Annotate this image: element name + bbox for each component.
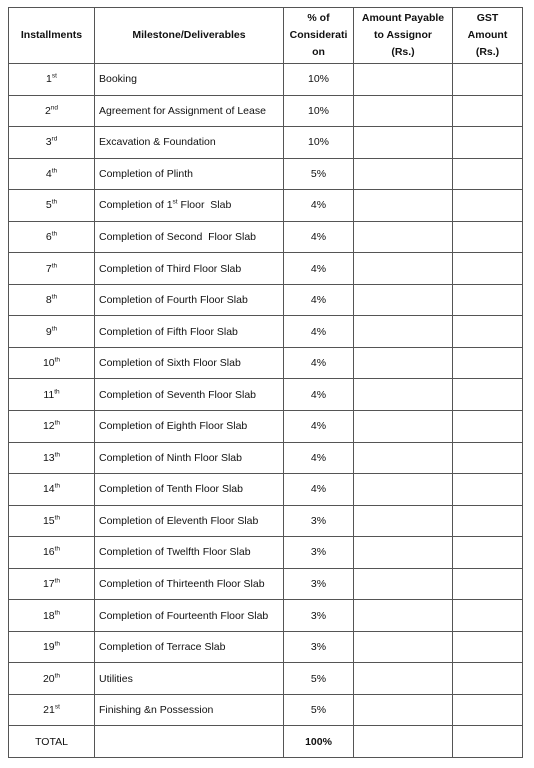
header-row xyxy=(9,8,523,64)
total-gst-cell xyxy=(453,726,523,758)
table-row xyxy=(9,600,523,632)
gst-amount-cell xyxy=(453,95,523,127)
table-row xyxy=(9,568,523,600)
gst-amount-cell xyxy=(453,347,523,379)
amount-payable-cell xyxy=(354,694,453,726)
gst-amount-cell xyxy=(453,474,523,506)
amount-payable-cell xyxy=(354,663,453,695)
milestone-description: Completion of Fourth Floor Slab xyxy=(95,284,284,316)
table-row xyxy=(9,694,523,726)
header-gst: GST Amount (Rs.) xyxy=(453,8,523,64)
gst-amount-cell xyxy=(453,663,523,695)
installment-number: 16th xyxy=(9,537,95,569)
percent-of-consideration: 4% xyxy=(284,316,354,348)
total-amount-cell xyxy=(354,726,453,758)
installment-number: 5th xyxy=(9,190,95,222)
gst-amount-cell xyxy=(453,537,523,569)
installment-number: 19th xyxy=(9,631,95,663)
installment-number: 8th xyxy=(9,284,95,316)
milestone-description: Excavation & Foundation xyxy=(95,127,284,159)
percent-of-consideration: 5% xyxy=(284,663,354,695)
header-percent: % of Considerati on xyxy=(284,8,354,64)
installment-number: 21st xyxy=(9,694,95,726)
percent-of-consideration: 4% xyxy=(284,347,354,379)
table-row xyxy=(9,631,523,663)
percent-of-consideration: 4% xyxy=(284,284,354,316)
milestone-description: Agreement for Assignment of Lease xyxy=(95,95,284,127)
installment-number: 3rd xyxy=(9,127,95,159)
milestone-description: Completion of Twelfth Floor Slab xyxy=(95,537,284,569)
installment-number: 1st xyxy=(9,64,95,96)
installment-number: 18th xyxy=(9,600,95,632)
percent-of-consideration: 4% xyxy=(284,190,354,222)
gst-amount-cell xyxy=(453,694,523,726)
milestone-description: Completion of Ninth Floor Slab xyxy=(95,442,284,474)
milestone-description: Completion of Sixth Floor Slab xyxy=(95,347,284,379)
amount-payable-cell xyxy=(354,158,453,190)
installment-number: 13th xyxy=(9,442,95,474)
percent-of-consideration: 3% xyxy=(284,568,354,600)
percent-of-consideration: 3% xyxy=(284,505,354,537)
installment-number: 20th xyxy=(9,663,95,695)
percent-of-consideration: 4% xyxy=(284,474,354,506)
amount-payable-cell xyxy=(354,253,453,285)
table-row xyxy=(9,221,523,253)
percent-of-consideration: 3% xyxy=(284,631,354,663)
gst-amount-cell xyxy=(453,158,523,190)
table-row xyxy=(9,127,523,159)
gst-amount-cell xyxy=(453,253,523,285)
installment-number: 10th xyxy=(9,347,95,379)
amount-payable-cell xyxy=(354,568,453,600)
gst-amount-cell xyxy=(453,505,523,537)
header-milestone: Milestone/Deliverables xyxy=(95,8,284,64)
table-row xyxy=(9,253,523,285)
amount-payable-cell xyxy=(354,474,453,506)
total-milestone-cell xyxy=(95,726,284,758)
installment-number: 12th xyxy=(9,411,95,443)
table-row xyxy=(9,158,523,190)
milestone-description: Finishing &n Possession xyxy=(95,694,284,726)
percent-of-consideration: 10% xyxy=(284,95,354,127)
percent-of-consideration: 5% xyxy=(284,694,354,726)
table-row xyxy=(9,411,523,443)
amount-payable-cell xyxy=(354,537,453,569)
table-row xyxy=(9,316,523,348)
milestone-description: Completion of Eleventh Floor Slab xyxy=(95,505,284,537)
amount-payable-cell xyxy=(354,347,453,379)
gst-amount-cell xyxy=(453,568,523,600)
installment-number: 6th xyxy=(9,221,95,253)
amount-payable-cell xyxy=(354,316,453,348)
milestone-description: Completion of Second Floor Slab xyxy=(95,221,284,253)
table-row xyxy=(9,442,523,474)
percent-of-consideration: 5% xyxy=(284,158,354,190)
milestone-description: Completion of Fifth Floor Slab xyxy=(95,316,284,348)
percent-of-consideration: 10% xyxy=(284,127,354,159)
amount-payable-cell xyxy=(354,284,453,316)
gst-amount-cell xyxy=(453,411,523,443)
percent-of-consideration: 3% xyxy=(284,600,354,632)
total-percent: 100% xyxy=(284,726,354,758)
gst-amount-cell xyxy=(453,221,523,253)
installment-number: 15th xyxy=(9,505,95,537)
amount-payable-cell xyxy=(354,95,453,127)
amount-payable-cell xyxy=(354,190,453,222)
amount-payable-cell xyxy=(354,505,453,537)
milestone-description: Completion of Tenth Floor Slab xyxy=(95,474,284,506)
installment-number: 7th xyxy=(9,253,95,285)
amount-payable-cell xyxy=(354,379,453,411)
table-row xyxy=(9,379,523,411)
gst-amount-cell xyxy=(453,127,523,159)
milestone-description: Completion of Thirteenth Floor Slab xyxy=(95,568,284,600)
milestone-description: Completion of Terrace Slab xyxy=(95,631,284,663)
table-row xyxy=(9,537,523,569)
milestone-description: Booking xyxy=(95,64,284,96)
milestone-description: Completion of Fourteenth Floor Slab xyxy=(95,600,284,632)
milestone-description: Completion of Third Floor Slab xyxy=(95,253,284,285)
percent-of-consideration: 4% xyxy=(284,253,354,285)
installment-number: 2nd xyxy=(9,95,95,127)
header-amount: Amount Payable to Assignor (Rs.) xyxy=(354,8,453,64)
gst-amount-cell xyxy=(453,600,523,632)
amount-payable-cell xyxy=(354,600,453,632)
gst-amount-cell xyxy=(453,379,523,411)
installment-number: 9th xyxy=(9,316,95,348)
milestone-description: Completion of 1st Floor Slab xyxy=(95,190,284,222)
payment-schedule-table xyxy=(8,7,523,758)
amount-payable-cell xyxy=(354,442,453,474)
milestone-description: Completion of Eighth Floor Slab xyxy=(95,411,284,443)
installment-number: 14th xyxy=(9,474,95,506)
milestone-description: Utilities xyxy=(95,663,284,695)
table-row xyxy=(9,347,523,379)
total-label: TOTAL xyxy=(9,726,95,758)
amount-payable-cell xyxy=(354,127,453,159)
percent-of-consideration: 4% xyxy=(284,379,354,411)
installment-number: 11th xyxy=(9,379,95,411)
amount-payable-cell xyxy=(354,631,453,663)
table-row xyxy=(9,284,523,316)
table-row xyxy=(9,190,523,222)
gst-amount-cell xyxy=(453,316,523,348)
amount-payable-cell xyxy=(354,221,453,253)
milestone-description: Completion of Seventh Floor Slab xyxy=(95,379,284,411)
milestone-description: Completion of Plinth xyxy=(95,158,284,190)
percent-of-consideration: 4% xyxy=(284,411,354,443)
installment-rows xyxy=(9,64,523,726)
table-row xyxy=(9,95,523,127)
header-installments: Installments xyxy=(9,8,95,64)
table-row xyxy=(9,505,523,537)
gst-amount-cell xyxy=(453,64,523,96)
gst-amount-cell xyxy=(453,190,523,222)
installment-number: 17th xyxy=(9,568,95,600)
percent-of-consideration: 4% xyxy=(284,221,354,253)
percent-of-consideration: 3% xyxy=(284,537,354,569)
gst-amount-cell xyxy=(453,442,523,474)
installment-number: 4th xyxy=(9,158,95,190)
amount-payable-cell xyxy=(354,64,453,96)
percent-of-consideration: 10% xyxy=(284,64,354,96)
gst-amount-cell xyxy=(453,631,523,663)
total-row xyxy=(9,726,523,758)
table-row xyxy=(9,64,523,96)
table-row xyxy=(9,474,523,506)
amount-payable-cell xyxy=(354,411,453,443)
table-row xyxy=(9,663,523,695)
percent-of-consideration: 4% xyxy=(284,442,354,474)
gst-amount-cell xyxy=(453,284,523,316)
